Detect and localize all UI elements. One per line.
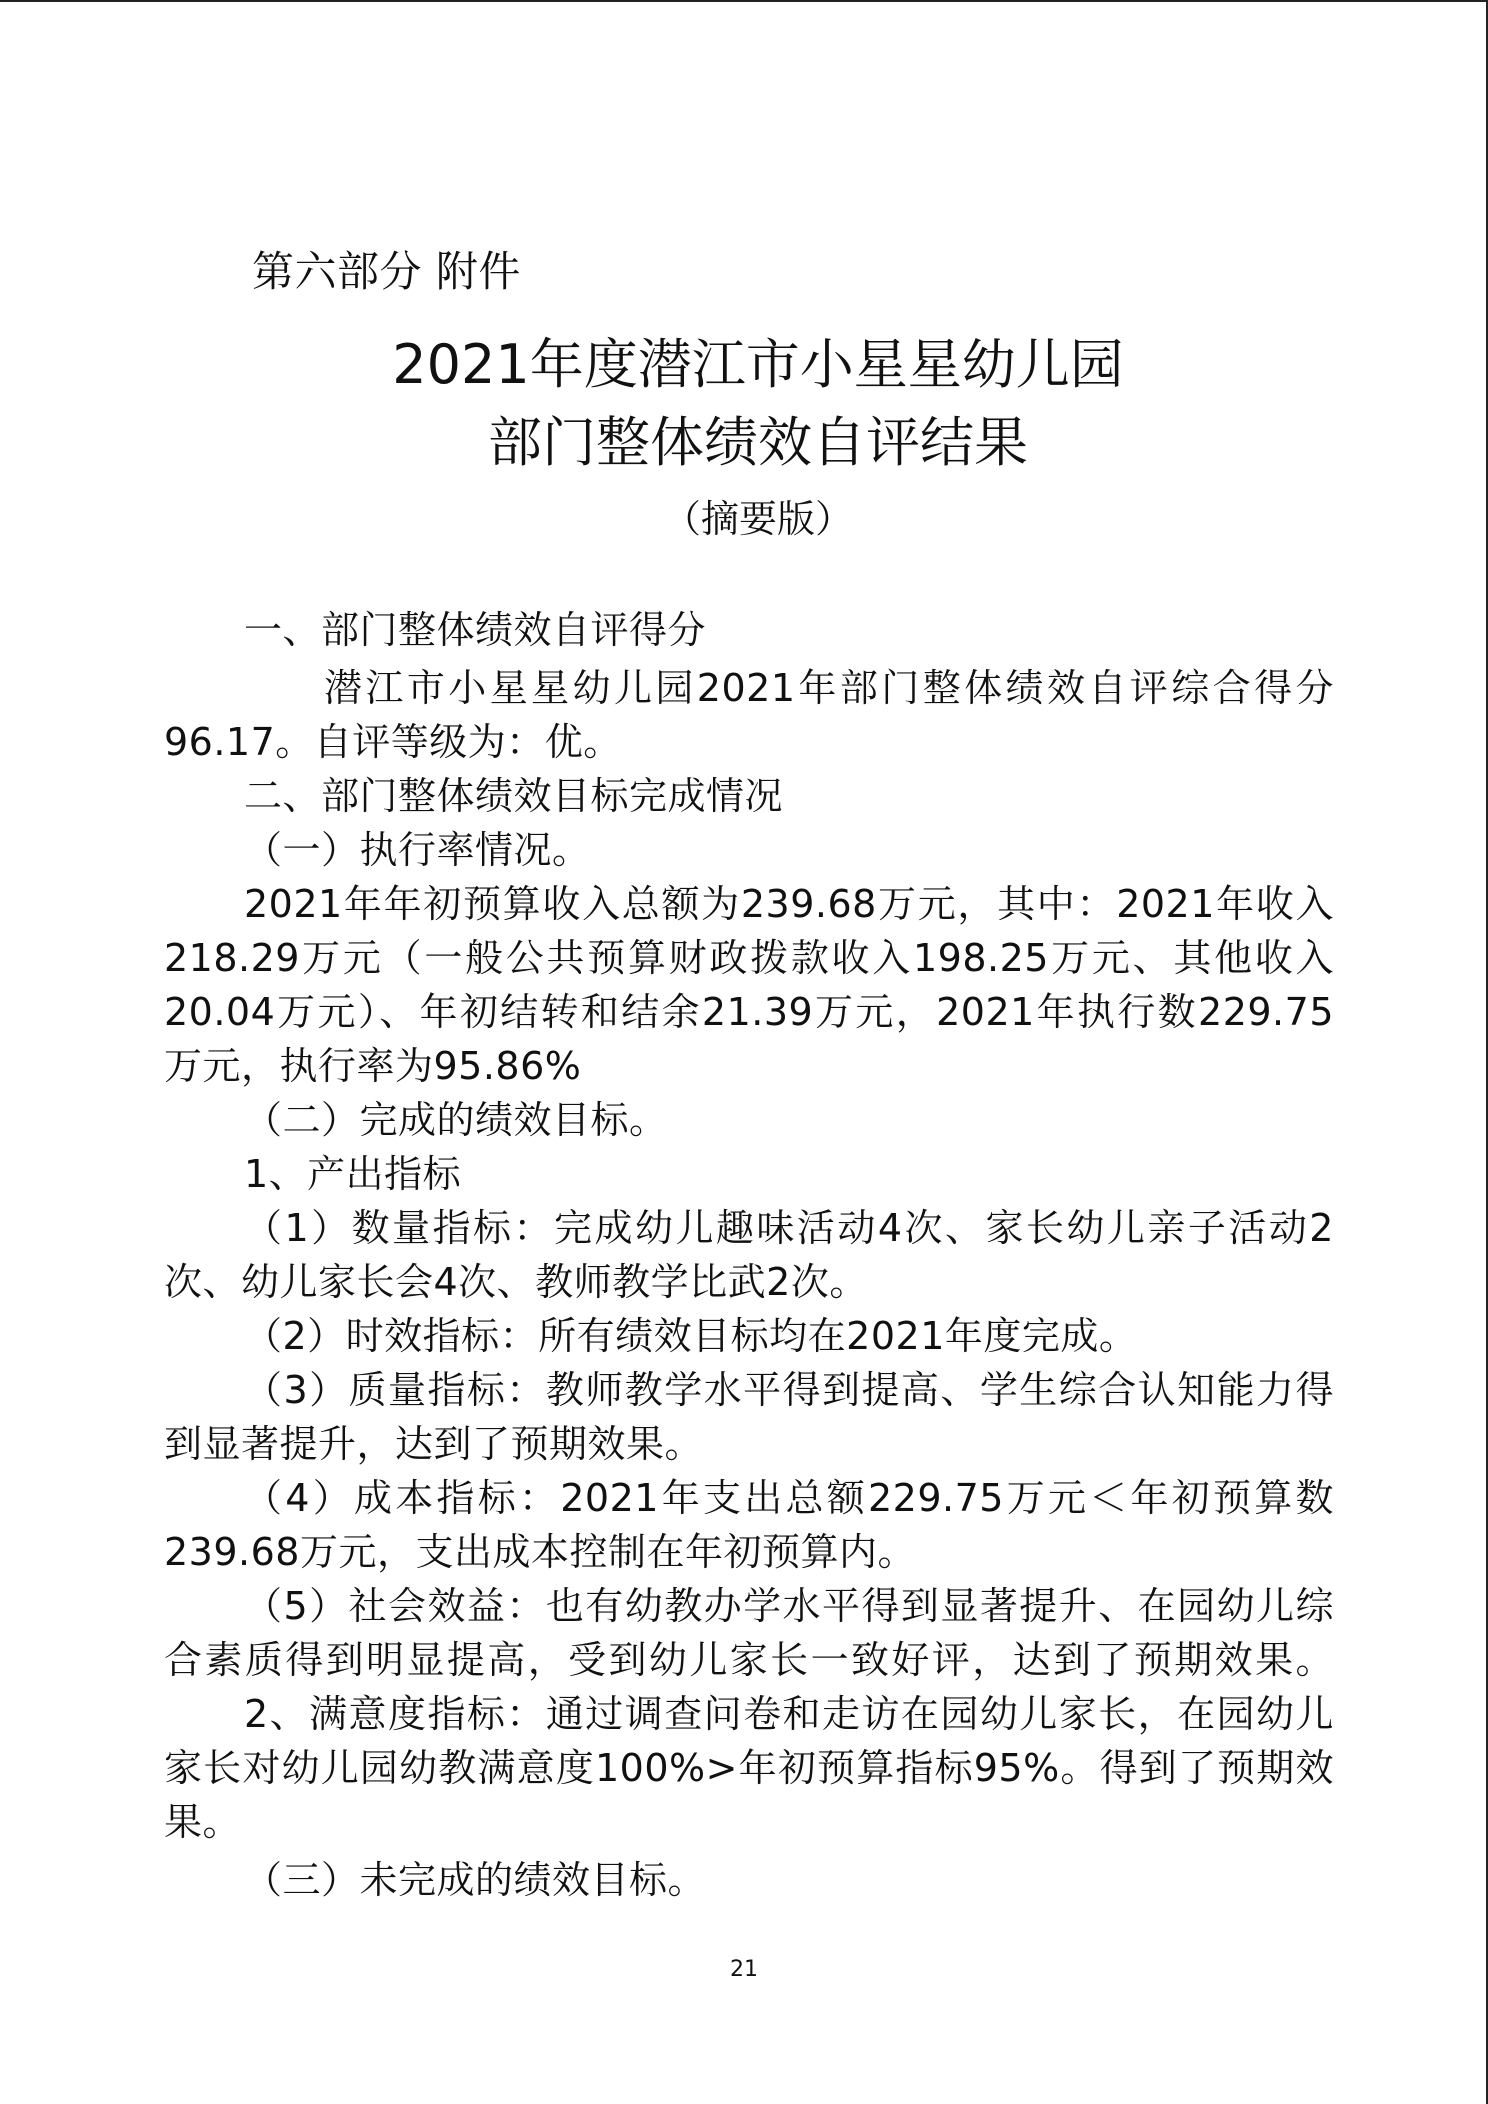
subsection-heading: （三）未完成的绩效目标。	[244, 1858, 707, 1902]
paragraph-line: （4）成本指标：2021年支出总额229.75万元＜年初预算数	[244, 1476, 1334, 1520]
paragraph-line: 潜江市小星星幼儿园2021年部门整体绩效自评综合得分	[324, 666, 1334, 710]
paragraph-line: 96.17。自评等级为：优。	[164, 720, 622, 764]
paragraph-line: 家长对幼儿园幼教满意度100%>年初预算指标95%。得到了预期效	[164, 1746, 1334, 1790]
section-heading-1: 一、部门整体绩效自评得分	[244, 608, 707, 652]
document-title-line-2: 部门整体绩效自评结果	[488, 411, 1028, 474]
paragraph-line: 次、幼儿家长会4次、教师教学比武2次。	[164, 1260, 868, 1304]
paragraph-line: 2、满意度指标：通过调查问卷和走访在园幼儿家长，在园幼儿	[244, 1692, 1334, 1736]
paragraph-line: 239.68万元，支出成本控制在年初预算内。	[164, 1530, 916, 1574]
paragraph-line: （2）时效指标：所有绩效目标均在2021年度完成。	[244, 1314, 1138, 1358]
document-subtitle: （摘要版）	[662, 497, 853, 541]
item-heading: 1、产出指标	[244, 1152, 462, 1196]
subsection-heading: （一）执行率情况。	[244, 828, 591, 872]
part-heading: 第六部分 附件	[252, 247, 521, 296]
paragraph-line: 2021年年初预算收入总额为239.68万元，其中：2021年收入	[244, 882, 1334, 926]
subsection-heading: （二）完成的绩效目标。	[244, 1098, 668, 1142]
paragraph-line: 20.04万元）、年初结转和结余21.39万元，2021年执行数229.75	[164, 990, 1334, 1034]
document-title-line-1: 2021年度潜江市小星星幼儿园	[392, 333, 1124, 396]
paragraph-line: 万元，执行率为95.86%	[164, 1044, 582, 1088]
paragraph-line: 合素质得到明显提高，受到幼儿家长一致好评，达到了预期效果。	[164, 1638, 1334, 1682]
page-number: 21	[730, 1957, 758, 1982]
paragraph-line: （3）质量指标：教师教学水平得到提高、学生综合认知能力得	[244, 1368, 1334, 1412]
paragraph-line: 到显著提升，达到了预期效果。	[164, 1422, 704, 1466]
section-heading-2: 二、部门整体绩效目标完成情况	[244, 774, 784, 818]
paragraph-line: （1）数量指标：完成幼儿趣味活动4次、家长幼儿亲子活动2	[244, 1206, 1334, 1250]
paragraph-line: 218.29万元（一般公共预算财政拨款收入198.25万元、其他收入	[164, 936, 1334, 980]
paragraph-line: 果。	[164, 1800, 242, 1844]
paragraph-line: （5）社会效益：也有幼教办学水平得到显著提升、在园幼儿综	[244, 1584, 1334, 1628]
